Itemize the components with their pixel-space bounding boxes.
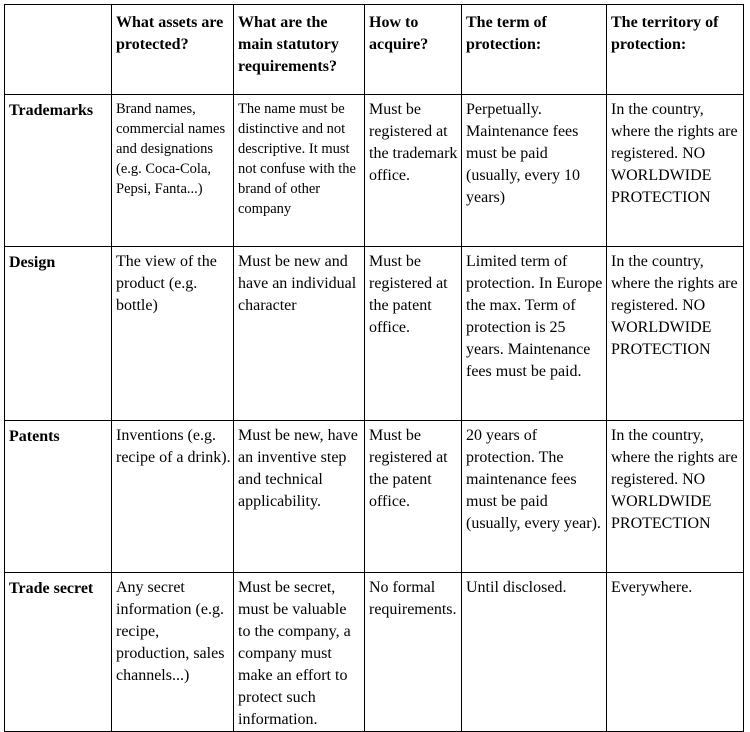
cell-territory: In the country, where the rights are registered. NO WORLDWIDE PROTECTION — [607, 95, 744, 247]
table-row — [5, 247, 744, 421]
cell-assets: Inventions (e.g. recipe of a drink). — [112, 421, 234, 573]
cell-assets: Any secret information (e.g. recipe, production, sales channels...) — [112, 573, 234, 732]
cell-territory: In the country, where the rights are registered. NO WORLDWIDE PROTECTION — [607, 421, 744, 573]
cell-term: Limited term of protection. In Europe the max. Term of protection is 25 years. Maintenance fees must be paid. — [462, 247, 607, 421]
cell-requirements: The name must be distinctive and not descriptive. It must not confuse with the brand of other company — [234, 95, 365, 247]
cell-term: Perpetually. Maintenance fees must be paid (usually, every 10 years) — [462, 95, 607, 247]
cell-term: Until disclosed. — [462, 573, 607, 732]
cell-acquire: Must be registered at the trademark office. — [365, 95, 462, 247]
cell-acquire: No formal requirements. — [365, 573, 462, 732]
header-term: The term of protection: — [462, 5, 607, 95]
ip-comparison-table — [4, 4, 744, 732]
cell-acquire: Must be registered at the patent office. — [365, 421, 462, 573]
cell-requirements: Must be new and have an individual character — [234, 247, 365, 421]
table-row — [5, 421, 744, 573]
row-label-patents: Patents — [5, 421, 112, 573]
header-requirements: What are the main statutory requirements? — [234, 5, 365, 95]
header-corner-cell — [5, 5, 112, 95]
cell-term: 20 years of protection. The maintenance fees must be paid (usually, every year). — [462, 421, 607, 573]
header-assets: What assets are protected? — [112, 5, 234, 95]
row-label-trademarks: Trademarks — [5, 95, 112, 247]
header-territory: The territory of protection: — [607, 5, 744, 95]
header-acquire: How to acquire? — [365, 5, 462, 95]
row-label-design: Design — [5, 247, 112, 421]
cell-territory: Everywhere. — [607, 573, 744, 732]
table-header-row — [5, 5, 744, 95]
cell-assets: The view of the product (e.g. bottle) — [112, 247, 234, 421]
cell-territory: In the country, where the rights are registered. NO WORLDWIDE PROTECTION — [607, 247, 744, 421]
cell-requirements: Must be new, have an inventive step and technical applicability. — [234, 421, 365, 573]
table-row — [5, 573, 744, 732]
cell-acquire: Must be registered at the patent office. — [365, 247, 462, 421]
row-label-trade-secret: Trade secret — [5, 573, 112, 732]
table-row — [5, 95, 744, 247]
cell-assets: Brand names, commercial names and designations (e.g. Coca-Cola, Pepsi, Fanta...) — [112, 95, 234, 247]
cell-requirements: Must be secret, must be valuable to the company, a company must make an effort to protect such information. — [234, 573, 365, 732]
